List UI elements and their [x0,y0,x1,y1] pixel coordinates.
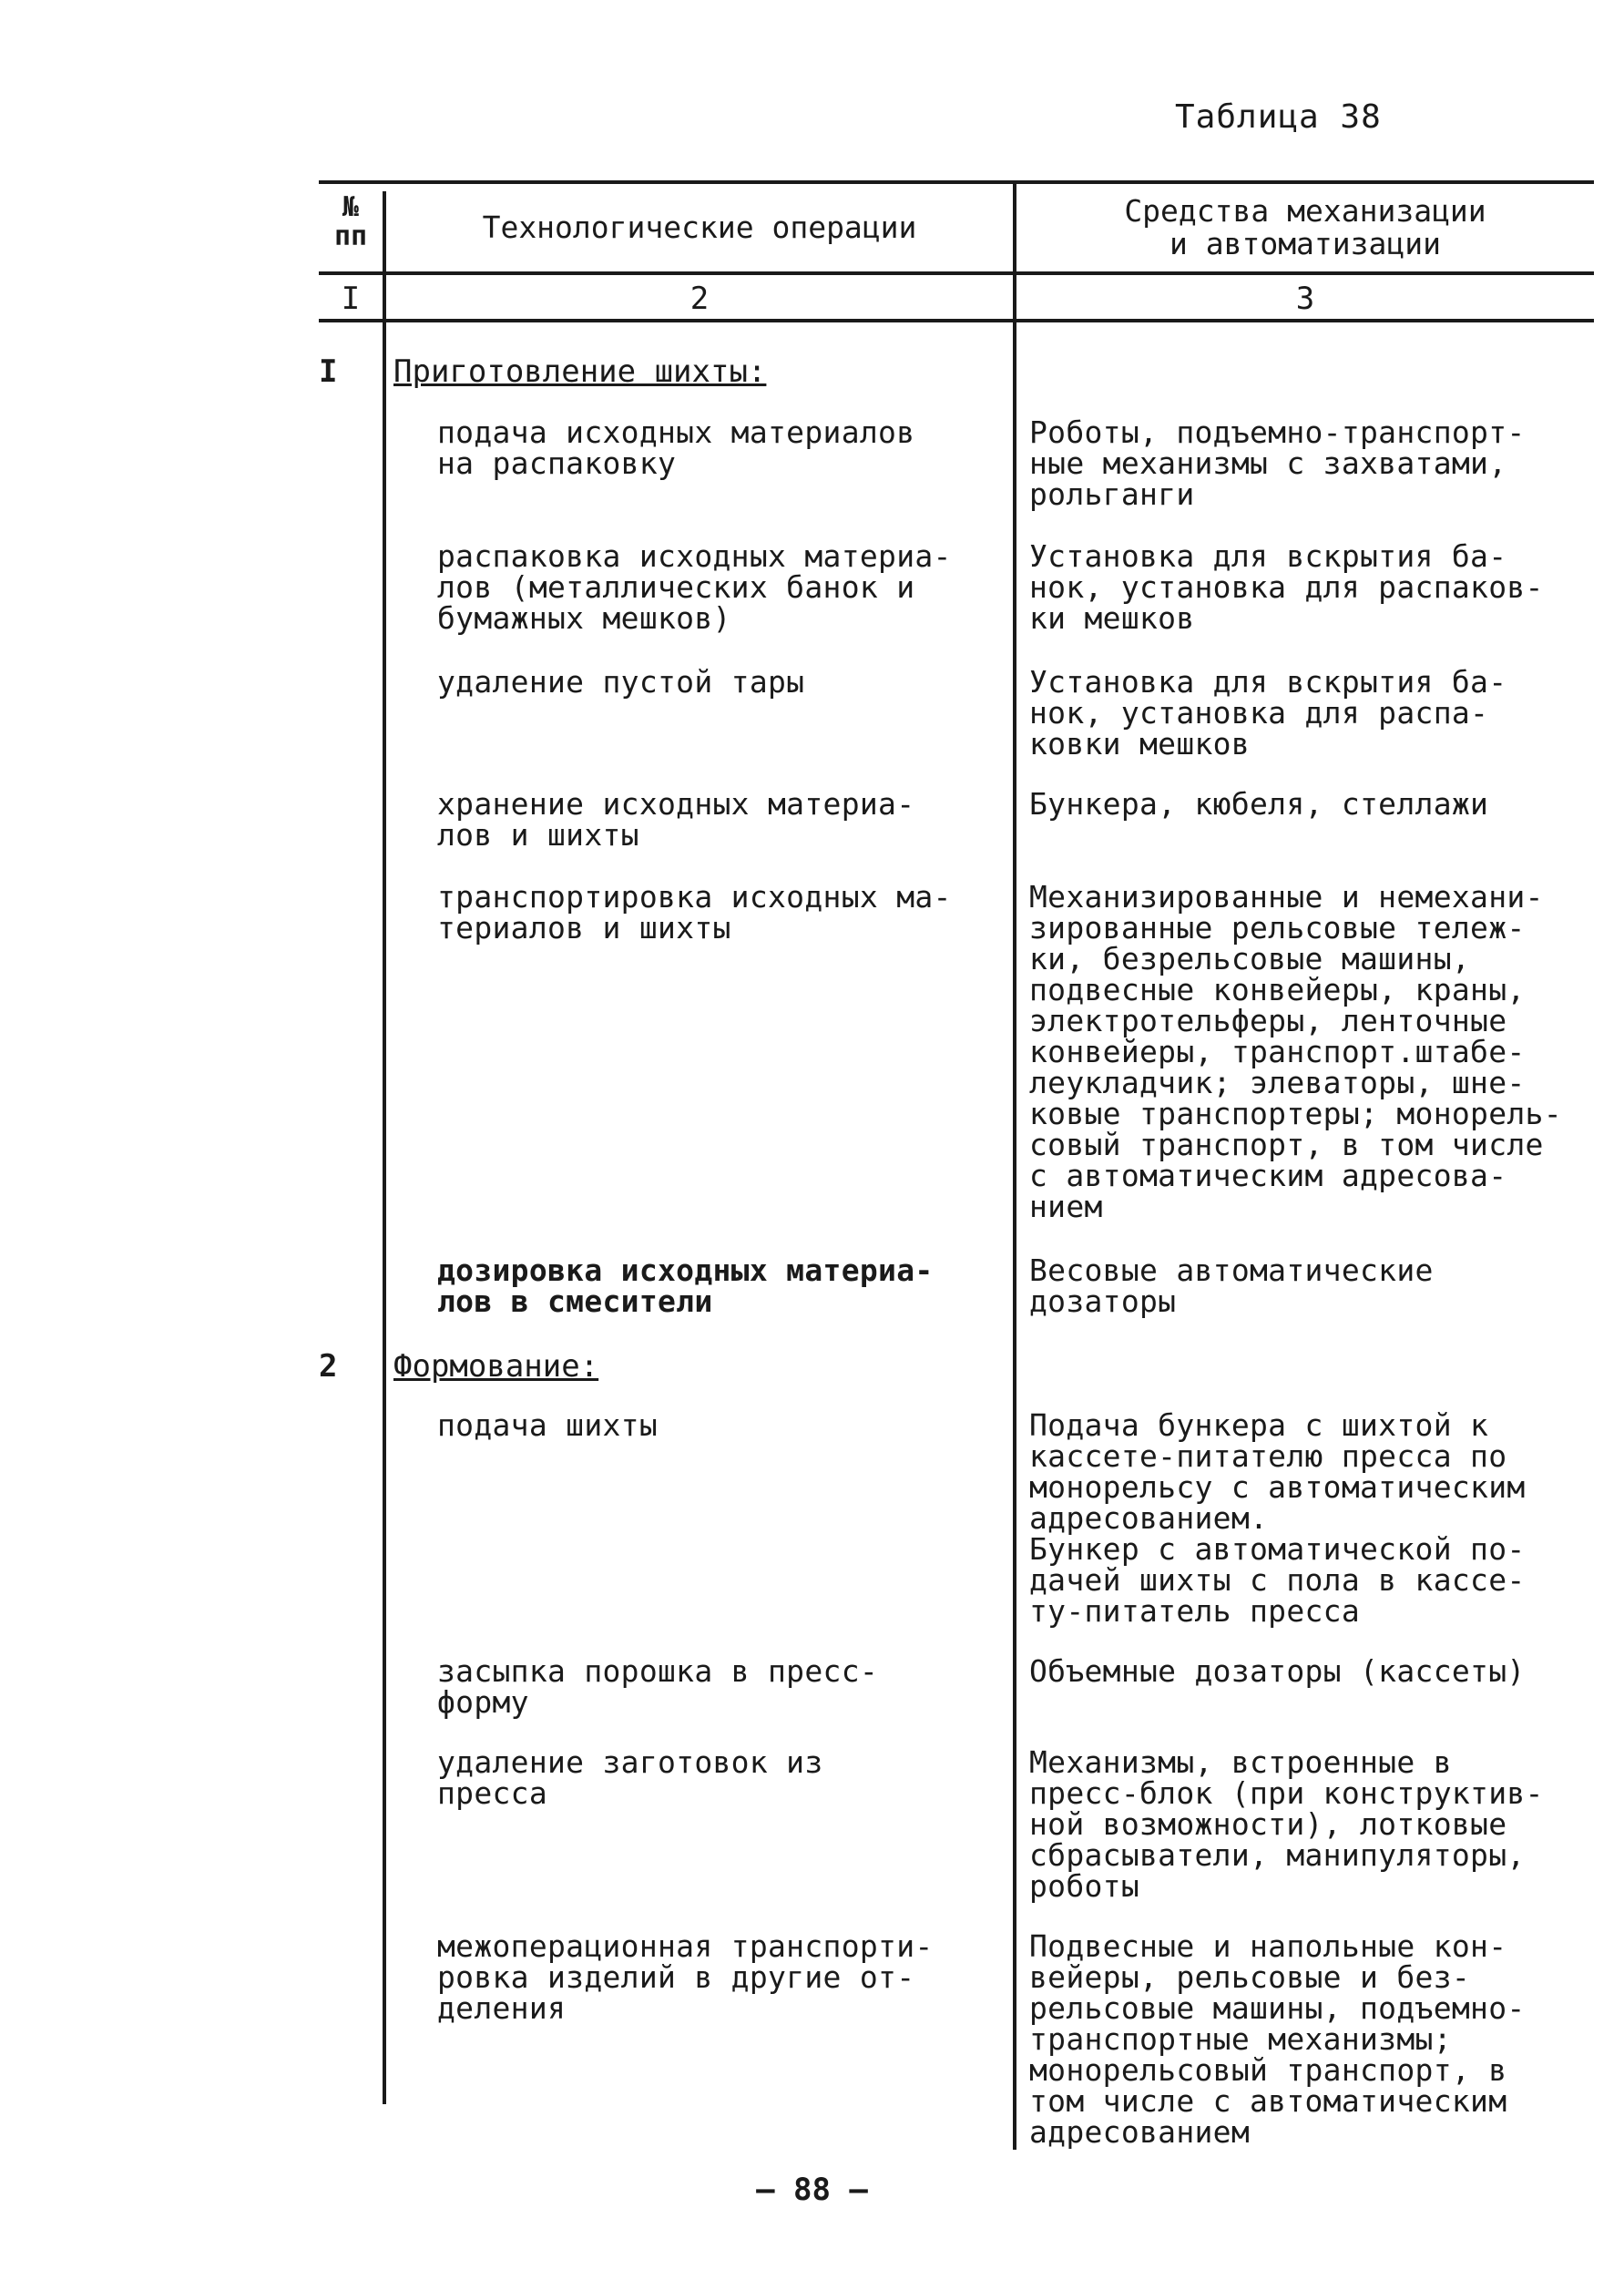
operation-cell: распаковка исходных материа- лов (металлических банок и бумажных мешков) [437,538,952,636]
mechanization-cell: Механизированные и немехани- зированные рельсовые тележ- ки, безрельсовые машины, подвесные конвейеры, краны, электротельферы, ленточные конвейеры, транспорт.штабе- леукладчик; элеваторы, шне- ковые транспортеры; монорель- совый транспорт, в том числе с автоматическим адресова- нием [1029,879,1562,1224]
operation-cell: удаление пустой тары [437,664,805,700]
page-number: — 88 — [756,2172,868,2208]
section-number: I [319,353,338,390]
operation-cell: подача шихты [437,1407,659,1443]
operation-cell: удаление заготовок из пресса [437,1744,823,1811]
header-col3: Средства механизации и автоматизации [1124,193,1486,261]
operation-cell: дозировка исходных материа- лов в смесители [437,1252,934,1319]
colnum-bottom-rule [319,319,1594,322]
mechanization-cell: Роботы, подъемно-транспорт- ные механизмы с захватами, рольганги [1029,414,1526,512]
header-col1-number: I [341,281,361,317]
column-divider-2 [1013,182,1016,2150]
mechanization-cell: Установка для вскрытия ба- нок, установка для распа- ковки мешков [1029,664,1507,762]
section-number: 2 [319,1348,338,1385]
header-col2: Технологические операции [482,210,917,245]
mechanization-cell: Объемные дозаторы (кассеты) [1029,1653,1526,1689]
mechanization-cell: Бункера, кюбеля, стеллажи [1029,786,1489,822]
column-divider-1 [383,191,386,2104]
mechanization-cell: Механизмы, встроенные в пресс-блок (при конструктив- ной возможности), лотковые сбрасыватели, манипуляторы, роботы [1029,1744,1544,1904]
mechanization-cell: Подача бункера с шихтой к кассете-питателю пресса по монорельсу с автоматическим адресованием. Бункер с автоматической по- дачей шихты с пола в кассе- ту-питатель пресса [1029,1407,1526,1629]
header-col1: № пп [333,191,368,252]
mechanization-cell: Подвесные и напольные кон- вейеры, рельсовые и без- рельсовые машины, подъемно- транспортные механизмы; монорельсовый транспорт, в том числе с автоматическим адресованием [1029,1928,1526,2150]
operation-cell: засыпка порошка в пресс- форму [437,1653,879,1720]
table-top-rule [319,180,1594,184]
header-bottom-rule [319,271,1594,275]
operation-cell: транспортировка исходных ма- териалов и шихты [437,879,952,946]
operation-cell: хранение исходных материа- лов и шихты [437,786,915,853]
operation-cell: межоперационная транспорти- ровка изделий в другие от- деления [437,1928,934,2026]
section-title: Приготовление шихты: [393,353,767,390]
header-col2-number: 2 [689,281,710,317]
mechanization-cell: Установка для вскрытия ба- нок, установка для распаков- ки мешков [1029,538,1544,636]
operation-cell: подача исходных материалов на распаковку [437,414,915,481]
table-caption: Таблица 38 [1175,98,1382,136]
mechanization-cell: Весовые автоматические дозаторы [1029,1252,1434,1319]
section-title: Формование: [393,1348,599,1385]
header-col3-number: 3 [1295,281,1315,317]
